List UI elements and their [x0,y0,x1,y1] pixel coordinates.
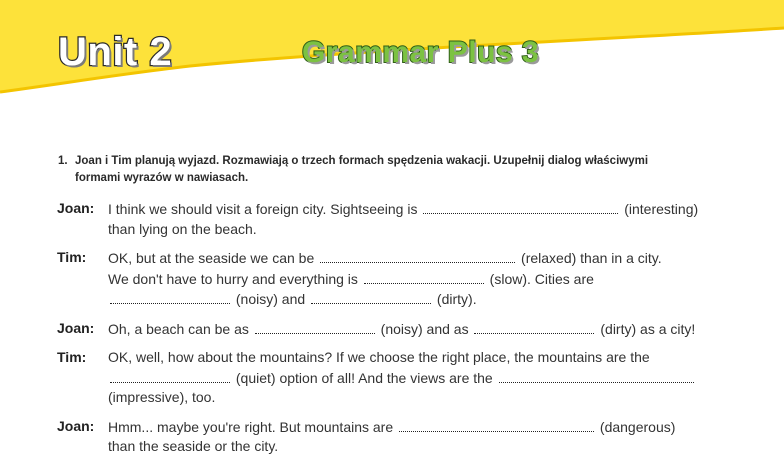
speech-fragment: (impressive), too. [108,389,216,405]
speech-text [108,199,757,239]
speech-fragment: (dirty). [433,291,477,307]
dialog-turn [57,417,757,457]
speech-line [108,269,757,290]
speaker-label: Joan: [57,200,95,216]
answer-blank[interactable] [110,368,230,383]
speech-line [108,199,757,220]
answer-blank[interactable] [423,199,618,214]
speech-text [108,319,757,340]
answer-blank[interactable] [364,269,484,284]
instruction-line-1 [58,153,748,170]
speech-fragment: (dirty) as a city! [596,320,696,337]
speech-fragment: (noisy) and as [376,320,473,337]
speech-line [108,220,757,240]
speech-fragment: Hmm... maybe you're right. But mountains are [108,418,398,435]
speech-fragment: (dangerous) [596,418,676,435]
speech-fragment: (slow). Cities are [485,270,594,287]
dialog-turn [57,319,757,340]
speech-text [108,348,757,408]
speech-line [108,437,757,457]
speech-fragment: than lying on the beach. [108,220,257,237]
exercise-number: 1. [58,155,68,167]
answer-blank[interactable] [320,248,515,263]
dialog-turn [57,199,757,239]
speech-fragment: Oh, a beach can be as [108,320,253,337]
speech-fragment: OK, well, how about the mountains? If we choose the right place, the mountains are the [108,349,650,365]
speech-fragment: (relaxed) than in a city. [517,250,662,266]
speaker-label: Joan: [57,319,95,336]
speech-fragment: We don't have to hurry and everything is [108,270,362,287]
answer-blank[interactable] [255,319,375,334]
section-title: Grammar Plus 3 [302,36,540,69]
speech-fragment: (noisy) and [232,291,310,307]
speech-fragment: OK, but at the seaside we can be [108,250,319,266]
speech-fragment: (quiet) option of all! And the views are the [232,369,497,386]
dialog-turn [57,248,757,310]
dialog-turn [57,348,757,408]
speech-fragment: I think we should visit a foreign city. Sightseeing is [108,201,422,217]
speech-line [108,289,757,310]
speech-fragment: (interesting) [620,201,699,217]
speaker-label: Tim: [57,249,87,265]
speech-line [108,368,757,389]
dialog [57,199,757,466]
answer-blank[interactable] [110,289,230,304]
speech-line [108,388,757,408]
speech-fragment: than the seaside or the city. [108,438,279,454]
instruction-line-2: formami wyrazów w nawiasach. [75,172,249,184]
unit-title: Unit 2 [58,30,173,74]
answer-blank[interactable] [474,319,594,334]
speaker-label: Joan: [57,417,95,434]
speech-text [108,417,757,457]
answer-blank[interactable] [399,417,594,432]
speech-text [108,248,757,310]
exercise-instruction [58,153,748,187]
instruction-text-1: Joan i Tim planują wyjazd. Rozmawiają o trzech formach spędzenia wakacji. Uzupełnij dialog właściwymi [75,155,649,167]
speaker-label: Tim: [57,349,87,365]
speech-line [108,417,757,438]
answer-blank[interactable] [499,368,694,383]
speech-line [108,348,757,368]
answer-blank[interactable] [311,289,431,304]
speech-line [108,319,757,340]
speech-line [108,248,757,269]
